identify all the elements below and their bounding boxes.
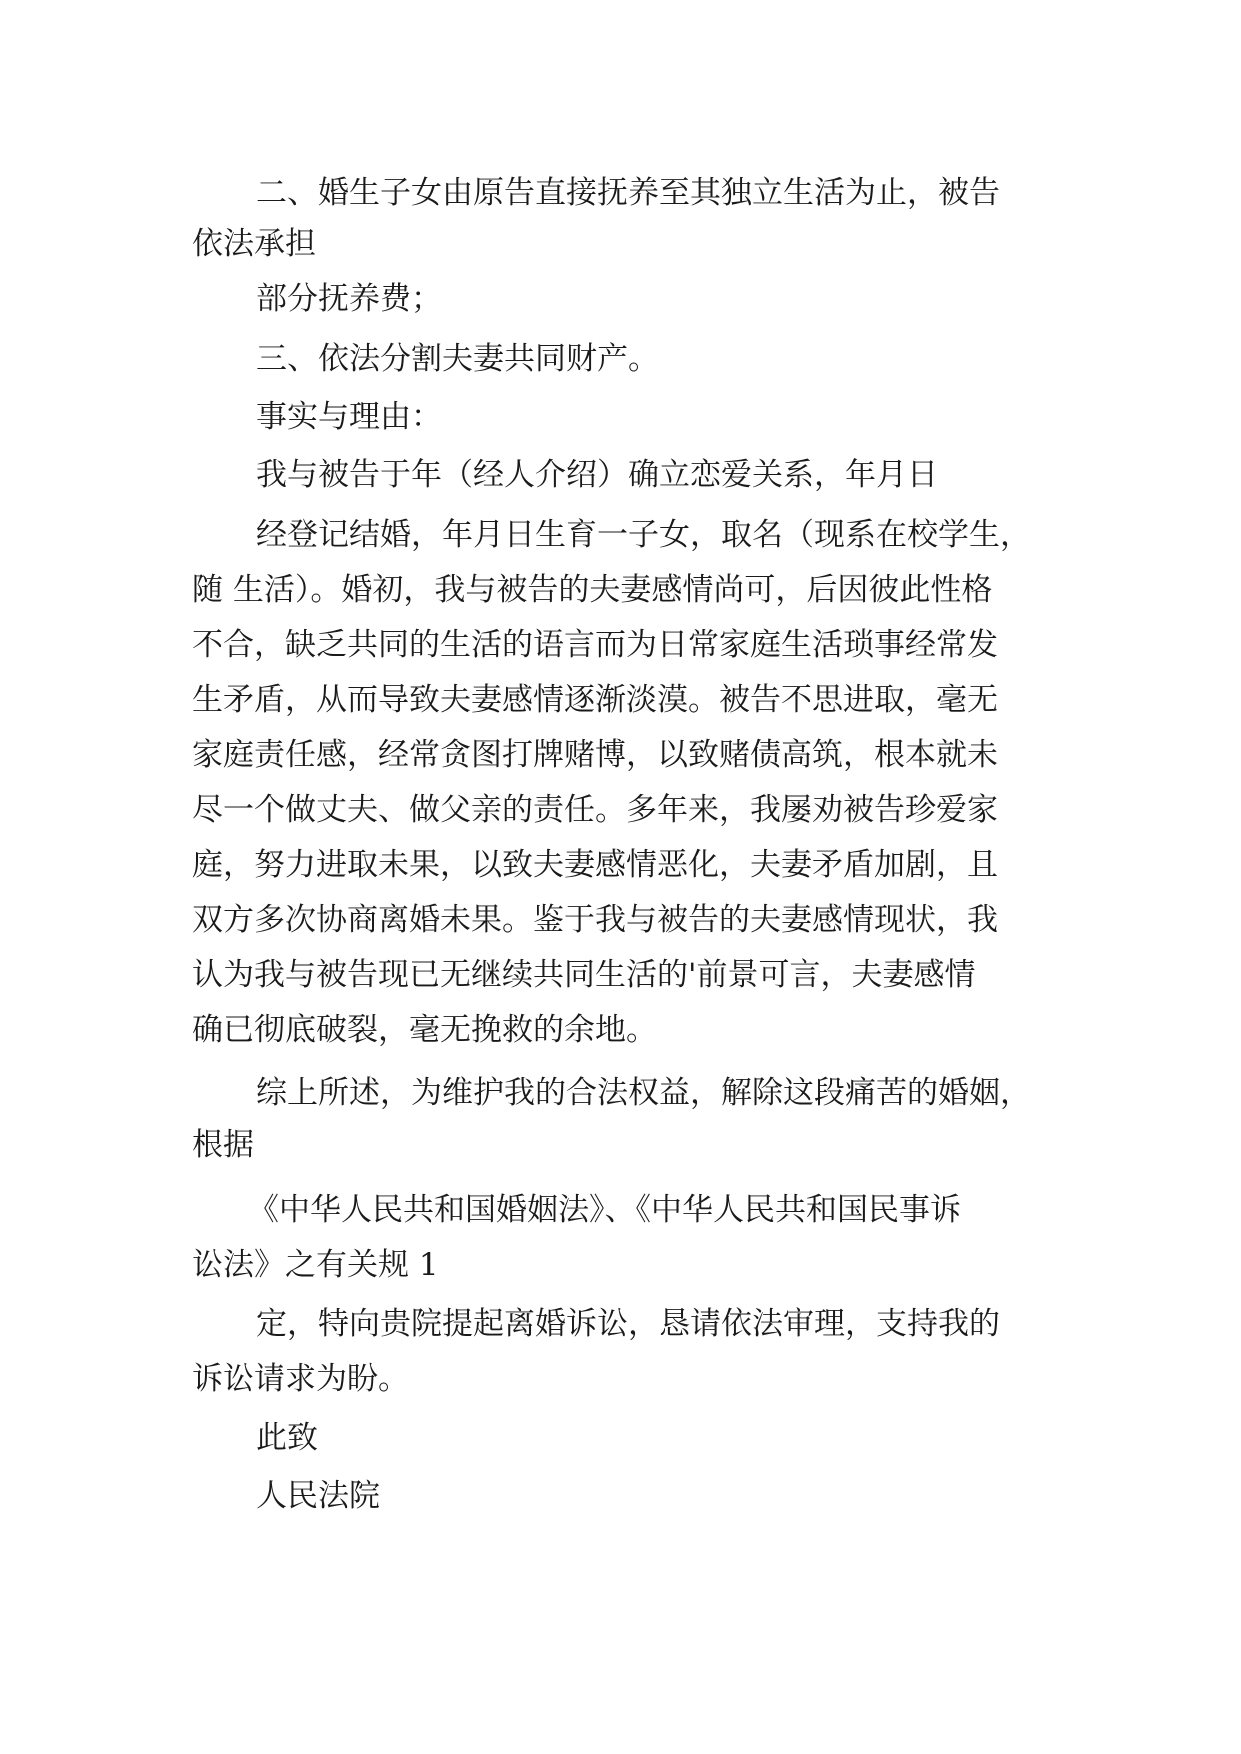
- paragraph-text: 事实与理由：: [256, 399, 442, 435]
- paragraph-line-17: [0, 1065, 1241, 1121]
- paragraph-line-11: [0, 727, 1241, 783]
- paragraph-line-13: [0, 837, 1241, 893]
- paragraph-line-21: [0, 1296, 1241, 1352]
- paragraph-line-8: [0, 562, 1241, 618]
- paragraph-text: 我与被告于年（经人介绍）确立恋爱关系，年月日: [256, 457, 938, 493]
- paragraph-line-3: [0, 271, 1241, 327]
- paragraph-text: 确已彻底破裂，毫无挽救的余地。: [192, 1012, 657, 1048]
- paragraph-text: 此致: [256, 1420, 318, 1456]
- paragraph-line-19: [0, 1182, 1241, 1238]
- paragraph-text: 诉讼请求为盼。: [192, 1361, 409, 1397]
- paragraph-text: 根据: [192, 1127, 254, 1163]
- paragraph-text: 依法承担: [192, 226, 316, 262]
- paragraph-text: 部分抚养费；: [256, 281, 442, 317]
- paragraph-text: 生矛盾，从而导致夫妻感情逐渐淡漠。被告不思进取，毫无: [192, 682, 998, 718]
- paragraph-text: 《中华人民共和国婚姻法》、《中华人民共和国民事诉: [248, 1192, 961, 1228]
- paragraph-text: 讼法》之有关规 1: [192, 1247, 439, 1283]
- paragraph-line-20: [0, 1237, 1241, 1293]
- paragraph-line-9: [0, 617, 1241, 673]
- paragraph-line-7: [0, 507, 1241, 563]
- paragraph-text: 定，特向贵院提起离婚诉讼，恳请依法审理，支持我的: [256, 1306, 1000, 1342]
- paragraph-line-16: [0, 1002, 1241, 1058]
- paragraph-text: 经登记结婚，年月日生育一子女，取名（现系在校学生，: [256, 517, 1031, 553]
- paragraph-line-15: [0, 947, 1241, 1003]
- paragraph-line-2: [0, 216, 1241, 272]
- paragraph-line-5: [0, 389, 1241, 445]
- paragraph-text: 庭，努力进取未果，以致夫妻感情恶化，夫妻矛盾加剧，且: [192, 847, 998, 883]
- paragraph-text: 尽一个做丈夫、做父亲的责任。多年来，我屡劝被告珍爱家: [192, 792, 998, 828]
- paragraph-line-1: [0, 165, 1241, 221]
- paragraph-text: 家庭责任感，经常贪图打牌赌博，以致赌债高筑，根本就未: [192, 737, 998, 773]
- paragraph-line-6: [0, 447, 1241, 503]
- paragraph-line-23: [0, 1410, 1241, 1466]
- paragraph-line-22: [0, 1351, 1241, 1407]
- paragraph-text: 不合，缺乏共同的生活的语言而为日常家庭生活琐事经常发: [192, 627, 998, 663]
- paragraph-line-14: [0, 892, 1241, 948]
- paragraph-text: 三、依法分割夫妻共同财产。: [256, 341, 659, 377]
- paragraph-text: 二、婚生子女由原告直接抚养至其独立生活为止，被告: [256, 175, 1000, 211]
- paragraph-text: 综上所述，为维护我的合法权益，解除这段痛苦的婚姻，: [256, 1075, 1031, 1111]
- paragraph-line-10: [0, 672, 1241, 728]
- paragraph-line-24: [0, 1468, 1241, 1524]
- paragraph-text: 人民法院: [256, 1478, 380, 1514]
- paragraph-text: 认为我与被告现已无继续共同生活的'前景可言，夫妻感情: [192, 957, 976, 993]
- paragraph-text: 随 生活）。婚初，我与被告的夫妻感情尚可，后因彼此性格: [192, 572, 993, 608]
- paragraph-line-4: [0, 331, 1241, 387]
- paragraph-line-12: [0, 782, 1241, 838]
- paragraph-text: 双方多次协商离婚未果。鉴于我与被告的夫妻感情现状，我: [192, 902, 998, 938]
- paragraph-line-18: [0, 1117, 1241, 1173]
